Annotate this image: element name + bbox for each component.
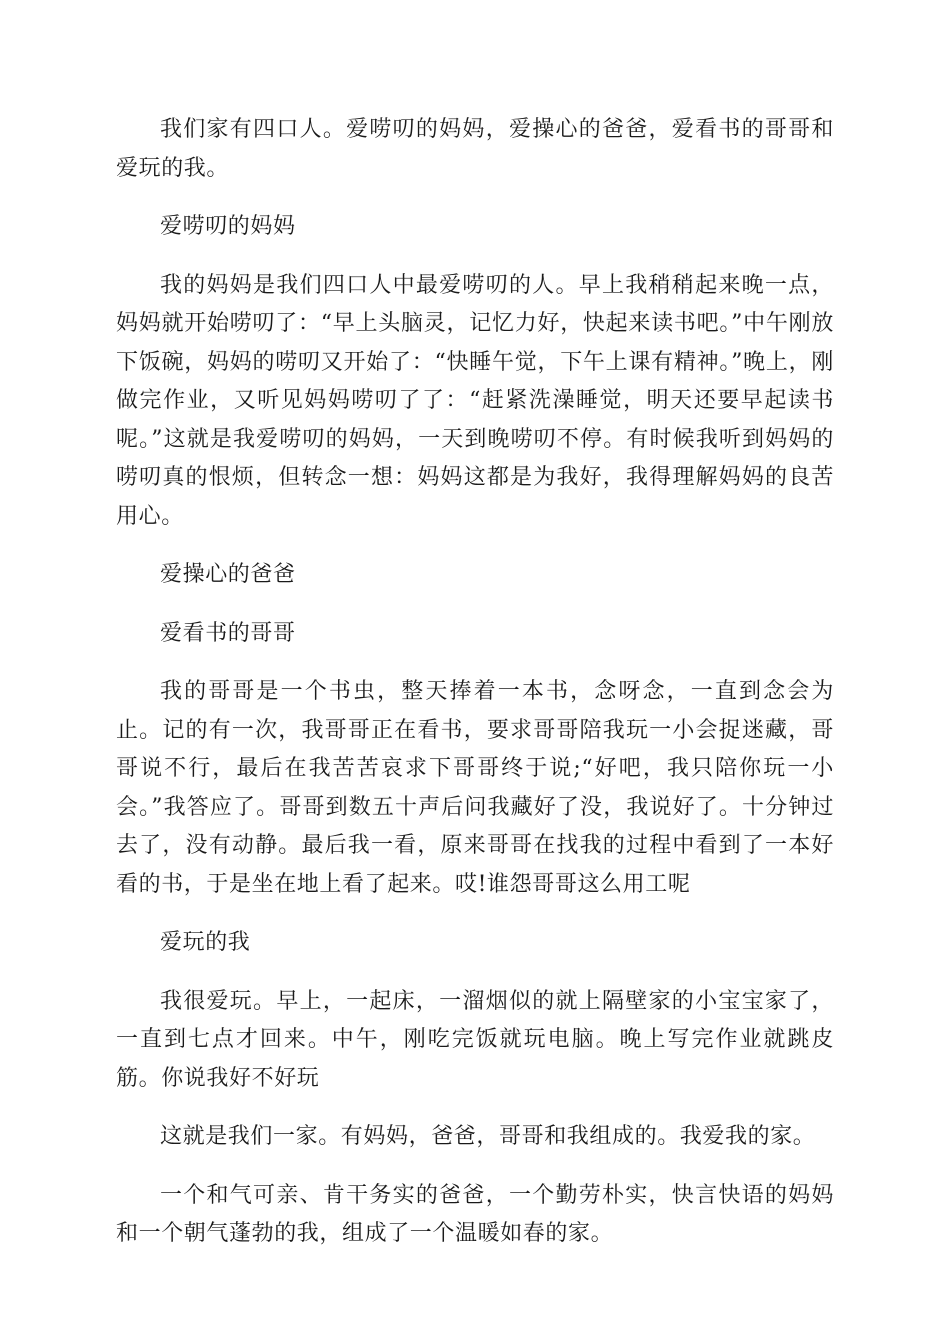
paragraph-conclusion: 一个和气可亲、肯干务实的爸爸，一个勤劳朴实，快言快语的妈妈和一个朝气蓬勃的我，组成了一个温暖如春的家。 (116, 1182, 834, 1246)
section-heading-brother: 爱看书的哥哥 (160, 620, 296, 646)
paragraph-brother: 我的哥哥是一个书虫，整天捧着一本书，念呀念，一直到念会为止。记的有一次，我哥哥正在看书，要求哥哥陪我玩一小会捉迷藏，哥哥说不行，最后在我苦苦哀求下哥哥终于说;“好吧，我只陪你玩一小会。”我答应了。哥哥到数五十声后问我藏好了没，我说好了。十分钟过去了，没有动静。最后我一看，原来哥哥在找我的过程中看到了一本好看的书，于是坐在地上看了起来。哎!谁怨哥哥这么用工呢 (116, 679, 834, 897)
section-heading-father: 爱操心的爸爸 (160, 562, 296, 587)
section-heading-me: 爱玩的我 (160, 930, 251, 955)
paragraph-mother: 我的妈妈是我们四口人中最爱唠叨的人。早上我稍稍起来晚一点，妈妈就开始唠叨了：“早上头脑灵，记忆力好，快起来读书吧。”中午刚放下饭碗，妈妈的唠叨又开始了：“快睡午觉，下午上课有精神。”晚上，刚做完作业，又听见妈妈唠叨了了：“赶紧洗澡睡觉，明天还要早起读书呢。”这就是我爱唠叨的妈妈，一天到晚唠叨不停。有时候我听到妈妈的唠叨真的恨烦，但转念一想：妈妈这都是为我好，我得理解妈妈的良苦用心。 (116, 272, 834, 529)
document-page (116, 111, 834, 1274)
paragraph-me: 我很爱玩。早上，一起床，一溜烟似的就上隔壁家的小宝宝家了，一直到七点才回来。中午，刚吃完饭就玩电脑。晚上写完作业就跳皮筋。你说我好不好玩 (116, 988, 834, 1091)
paragraph-family: 这就是我们一家。有妈妈，爸爸，哥哥和我组成的。我爱我的家。 (160, 1124, 816, 1149)
section-heading-mother: 爱唠叨的妈妈 (160, 214, 296, 239)
paragraph-intro: 我们家有四口人。爱唠叨的妈妈，爱操心的爸爸，爱看书的哥哥和爱玩的我。 (116, 117, 834, 181)
